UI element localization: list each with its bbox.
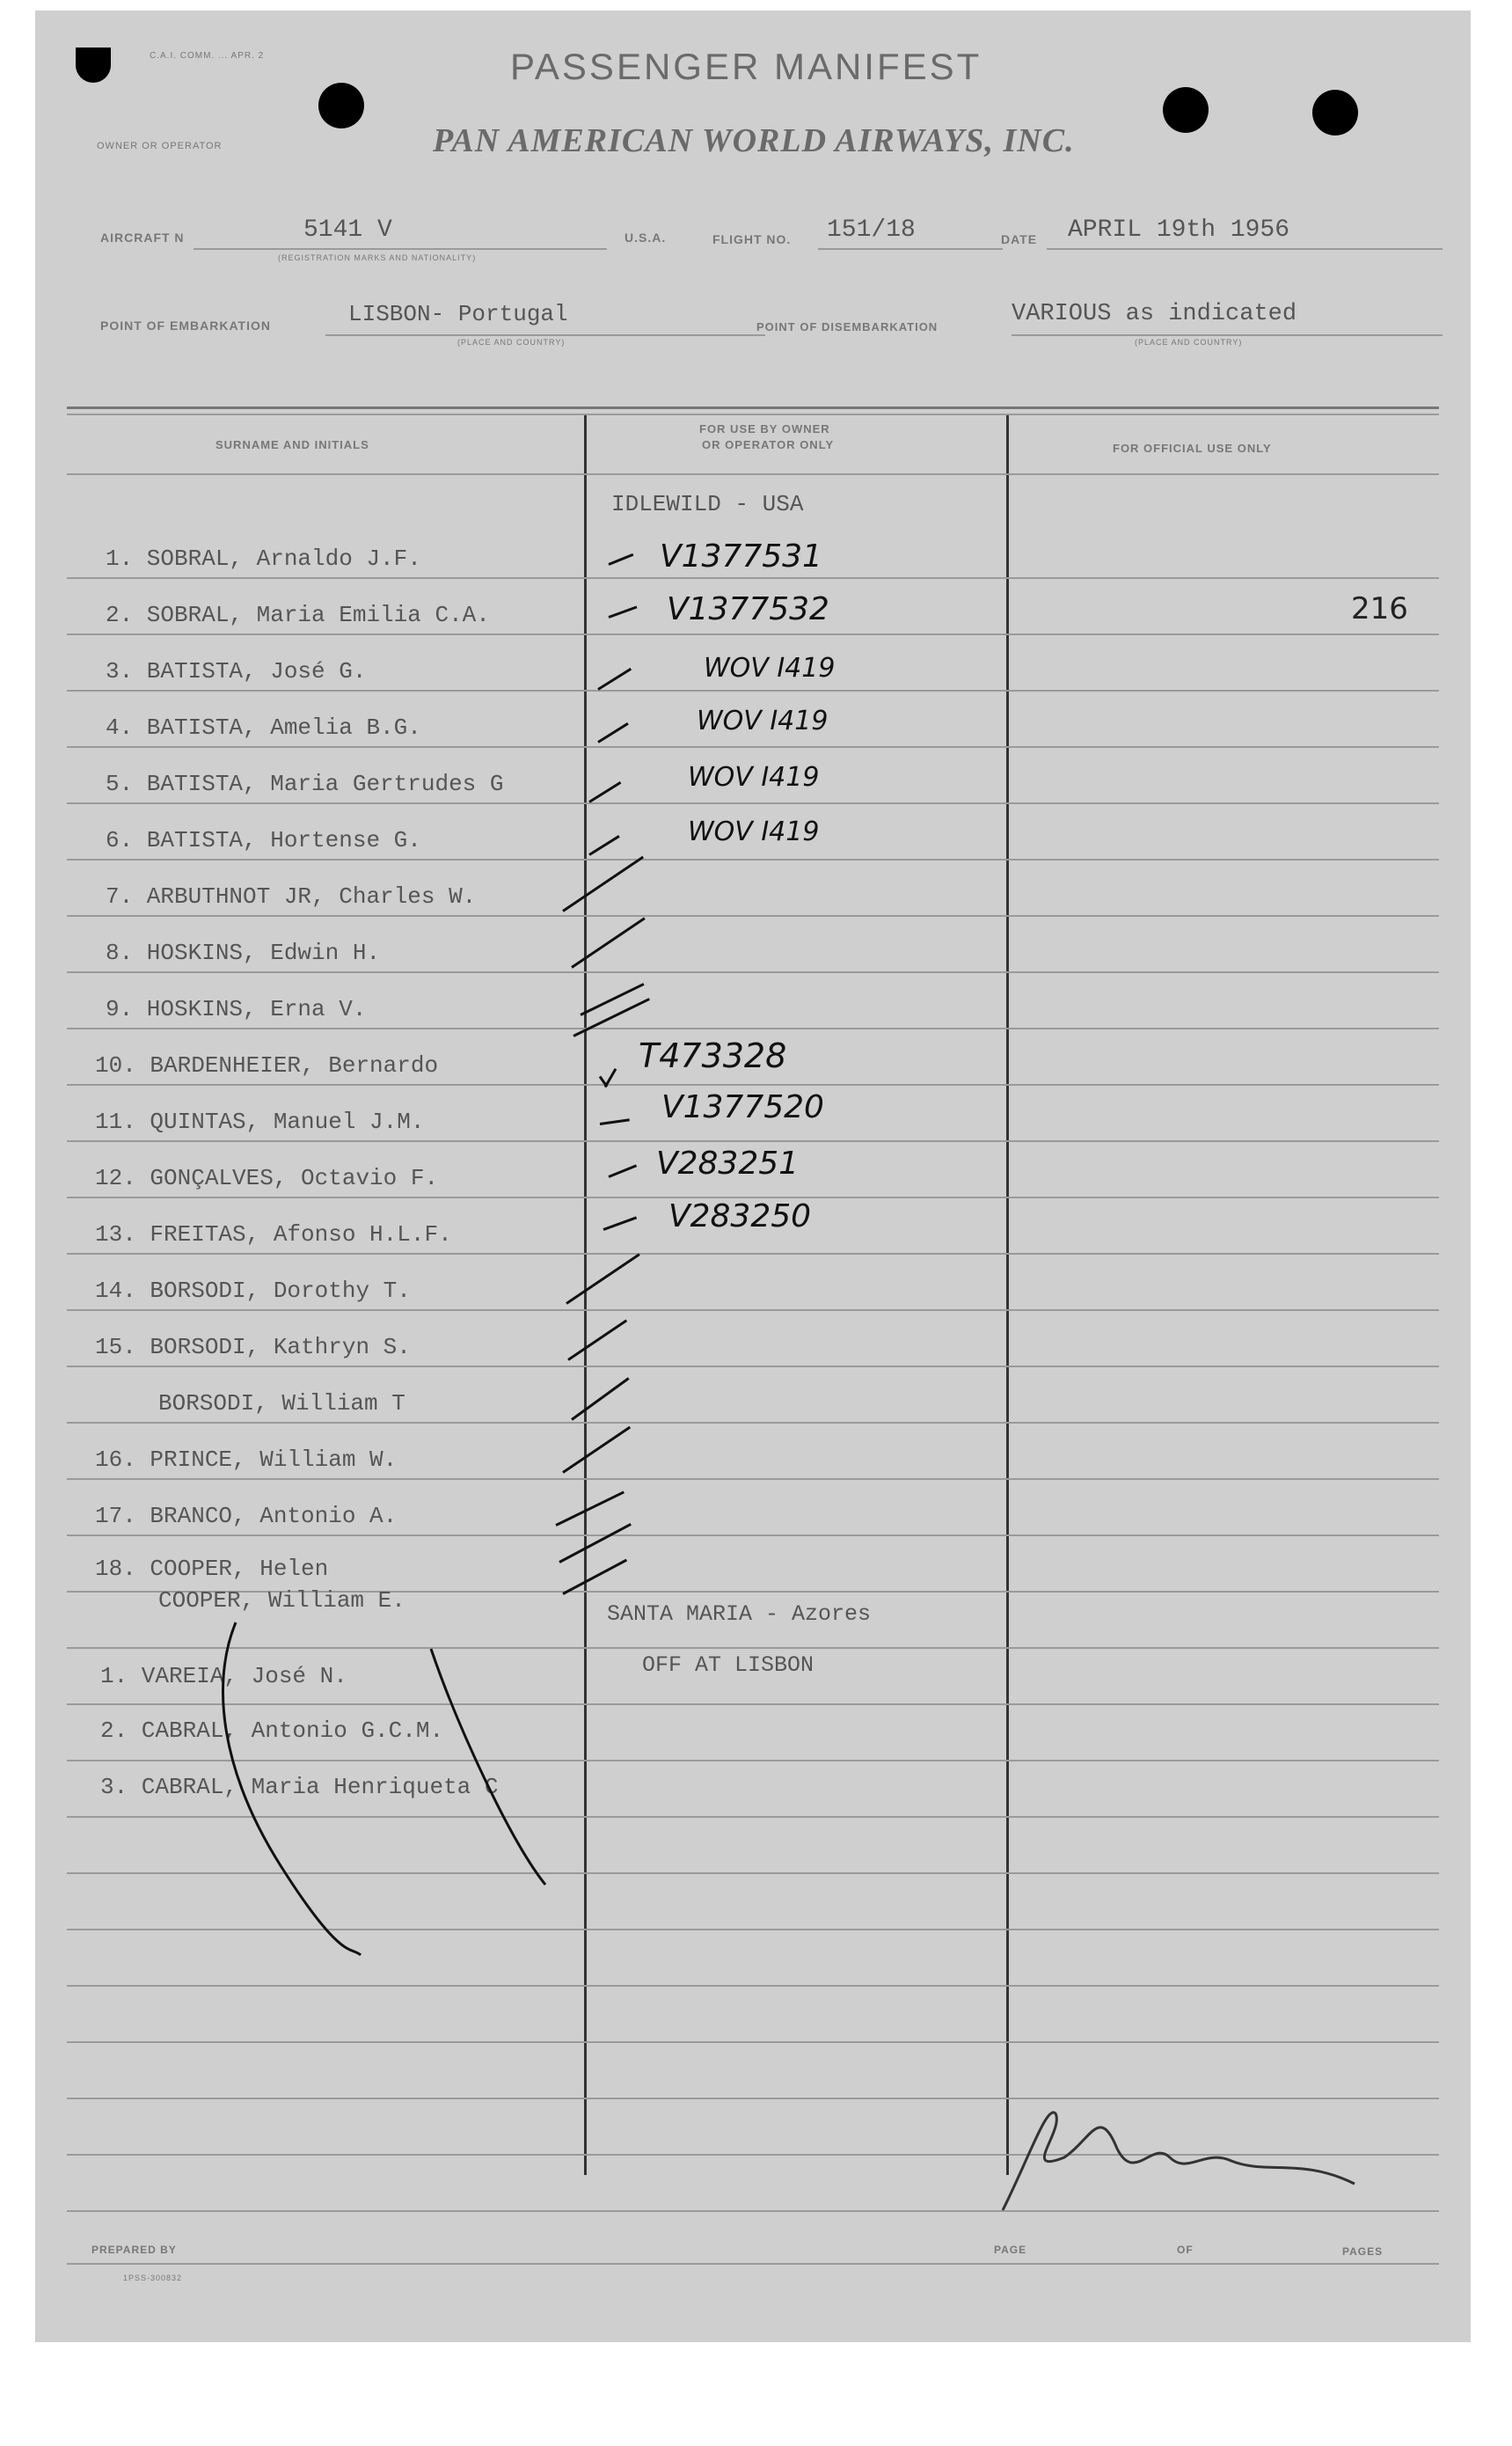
document-number: V1377520 [661, 1089, 824, 1125]
passenger-name: 17. BRANCO, Antonio A. [95, 1503, 398, 1529]
document-number: WOV I419 [697, 706, 829, 736]
passenger-name: 3. BATISTA, José G. [106, 658, 367, 685]
flight-no-value: 151/18 [827, 216, 916, 244]
signature [1003, 2113, 1355, 2210]
form-stamp: C.A.I. COMM. ... APR. 2 [150, 51, 265, 61]
section-idlewild: IDLEWILD - USA [611, 491, 804, 517]
passenger-name: 14. BORSODI, Dorothy T. [95, 1278, 411, 1304]
of-label: OF [1177, 2244, 1194, 2256]
page-label: PAGE [994, 2244, 1027, 2256]
passenger-name: 7. ARBUTHNOT JR, Charles W. [106, 883, 477, 910]
passenger-name: 9. HOSKINS, Erna V. [106, 996, 367, 1022]
embark-label: POINT OF EMBARKATION [100, 319, 271, 333]
document-number: WOV I419 [704, 653, 836, 684]
column-header-name: SURNAME AND INITIALS [215, 438, 369, 451]
form-code: 1PSS-300832 [123, 2274, 183, 2282]
document-number: WOV I419 [688, 817, 820, 847]
country-label: U.S.A. [625, 231, 667, 245]
passenger-name: 10. BARDENHEIER, Bernardo [95, 1052, 439, 1079]
date-label: DATE [1001, 232, 1038, 246]
passenger-name: 16. PRINCE, William W. [95, 1446, 398, 1473]
passenger-name: COOPER, William E. [158, 1587, 405, 1614]
section-santa-maria: SANTA MARIA - Azores [607, 1601, 872, 1627]
date-value: APRIL 19th 1956 [1068, 216, 1290, 244]
column-header-owner-2: OR OPERATOR ONLY [702, 438, 835, 451]
embark-value: LISBON- Portugal [348, 301, 568, 327]
offloaded-name: 1. VAREIA, José N. [100, 1663, 347, 1689]
passenger-name: 2. SOBRAL, Maria Emilia C.A. [106, 602, 490, 628]
passenger-name: 8. HOSKINS, Edwin H. [106, 940, 381, 966]
passenger-name: BORSODI, William T [158, 1390, 405, 1417]
column-header-owner: FOR USE BY OWNER [699, 422, 830, 436]
document-number: V283251 [656, 1146, 800, 1182]
disembark-value: VARIOUS as indicated [1012, 301, 1297, 327]
passenger-name: 6. BATISTA, Hortense G. [106, 827, 421, 853]
passenger-name: 5. BATISTA, Maria Gertrudes G [106, 771, 504, 797]
disembark-note: (PLACE AND COUNTRY) [1135, 338, 1243, 347]
passenger-name: 12. GONÇALVES, Octavio F. [95, 1165, 439, 1191]
airline-name: PAN AMERICAN WORLD AIRWAYS, INC. [433, 122, 1075, 159]
registration-note: (REGISTRATION MARKS AND NATIONALITY) [278, 253, 477, 262]
aircraft-label: AIRCRAFT N [100, 231, 185, 245]
aircraft-value: 5141 V [303, 216, 392, 244]
disembark-label: POINT OF DISEMBARKATION [756, 320, 939, 333]
document-number: V1377532 [667, 591, 829, 627]
section-off-lisbon: OFF AT LISBON [642, 1652, 814, 1678]
passenger-name: 13. FREITAS, Afonso H.L.F. [95, 1221, 452, 1248]
official-number: 216 [1351, 591, 1408, 626]
offloaded-name: 2. CABRAL, Antonio G.C.M. [100, 1717, 444, 1744]
manifest-sheet [35, 11, 1471, 2342]
document-number: V1377531 [660, 538, 822, 575]
passenger-name: 4. BATISTA, Amelia B.G. [106, 714, 421, 741]
column-header-official: FOR OFFICIAL USE ONLY [1113, 442, 1272, 455]
offloaded-name: 3. CABRAL, Maria Henriqueta C [100, 1774, 499, 1800]
passenger-name: 18. COOPER, Helen [95, 1556, 329, 1582]
pages-label: PAGES [1342, 2245, 1384, 2258]
document-number: T473328 [639, 1036, 787, 1075]
page-title: PASSENGER MANIFEST [510, 46, 982, 87]
pen-strokes [35, 11, 1471, 2342]
passenger-name: 15. BORSODI, Kathryn S. [95, 1334, 411, 1360]
document-number: WOV I419 [688, 762, 820, 793]
owner-label: OWNER OR OPERATOR [97, 141, 223, 151]
prepared-label: PREPARED BY [91, 2244, 177, 2256]
embark-note: (PLACE AND COUNTRY) [457, 338, 566, 347]
passenger-name: 11. QUINTAS, Manuel J.M. [95, 1109, 425, 1135]
flight-no-label: FLIGHT NO. [712, 232, 792, 246]
document-number: V283250 [668, 1198, 812, 1234]
passenger-name: 1. SOBRAL, Arnaldo J.F. [106, 546, 421, 572]
